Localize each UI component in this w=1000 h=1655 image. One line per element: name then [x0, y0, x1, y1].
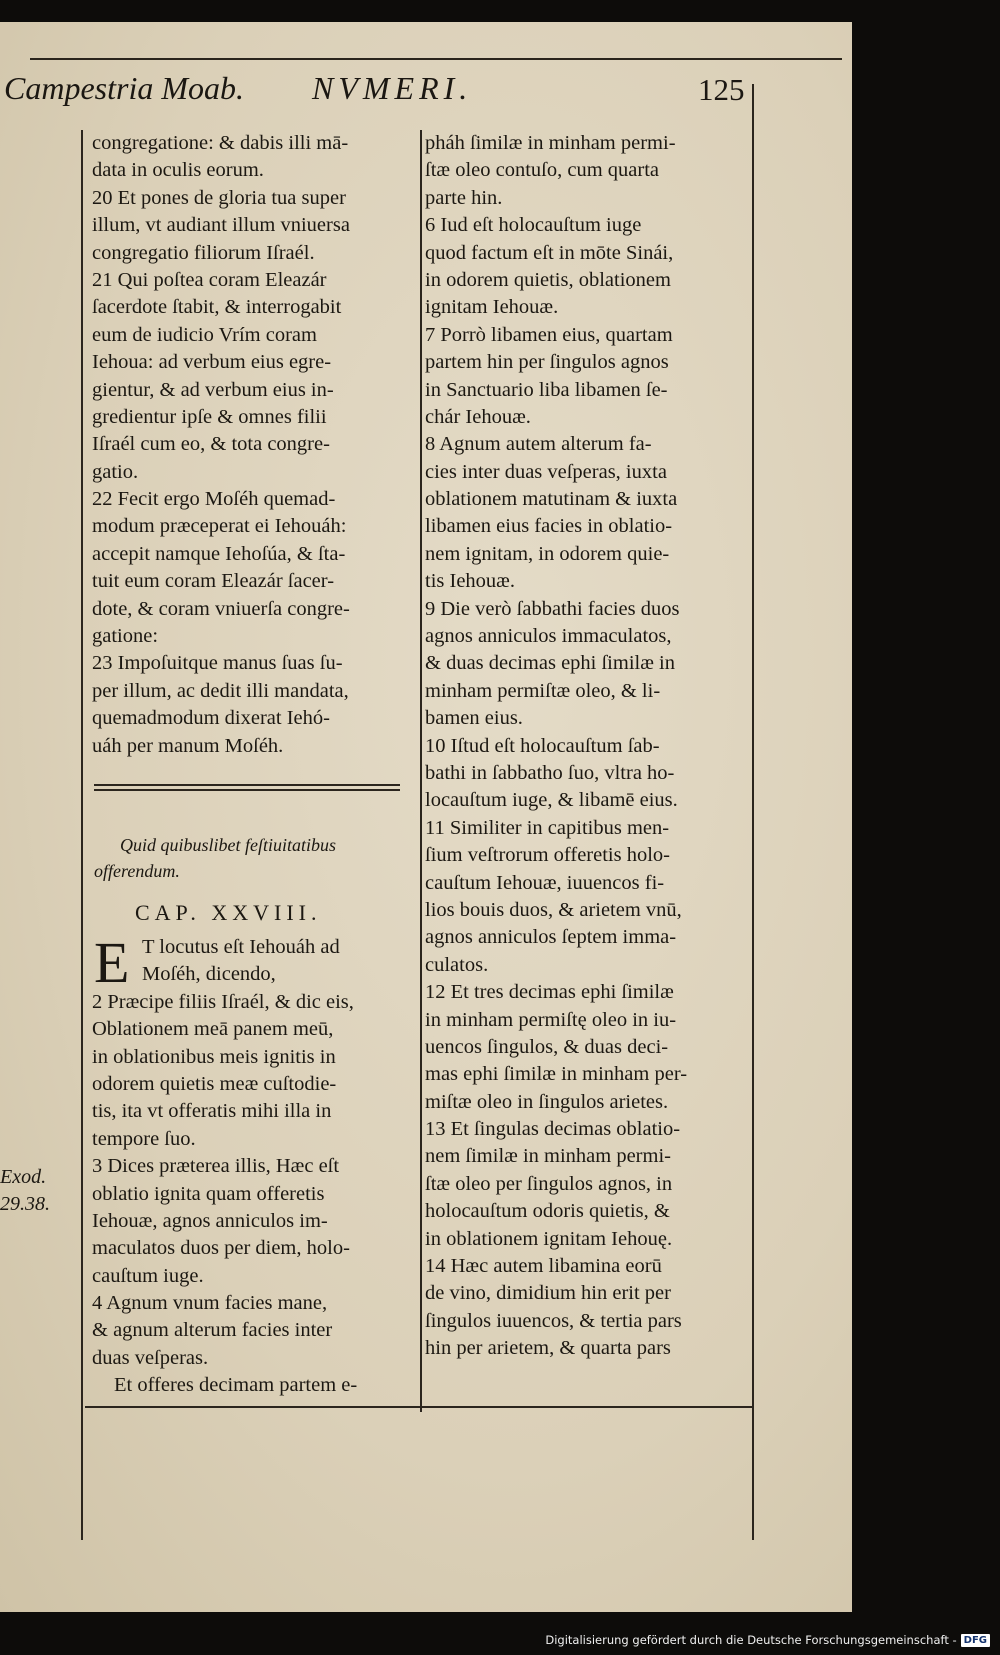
middle-column-rule — [420, 130, 422, 1412]
text-line: cauſtum Iehouæ, iuuencos fi- — [425, 871, 665, 894]
text-line: maculatos duos per diem, holo- — [92, 1237, 350, 1260]
text-line: in oblationem ignitam Iehouę. — [425, 1227, 673, 1250]
text-line: bamen eius. — [425, 707, 523, 730]
text-line: & agnum alterum facies inter — [92, 1319, 333, 1342]
text-line: minham permiſtæ oleo, & li- — [425, 679, 661, 702]
chapter-title: CAP. XXVIII. — [135, 900, 322, 925]
text-line: congregatione: & dabis illi mā- — [92, 132, 349, 154]
text-line: oblatio ignita quam offeretis — [92, 1182, 325, 1205]
text-line: quod factum eſt in mōte Sinái, — [425, 241, 674, 264]
text-line: illum, vt audiant illum vniuersa — [92, 214, 350, 237]
text-line: eum de iudicio Vrím coram — [92, 323, 317, 346]
text-line: in oblationibus meis ignitis in — [92, 1045, 336, 1068]
text-line: ſacerdote ſtabit, & interrogabit — [92, 296, 342, 319]
running-head-left: Campestria Moab. — [4, 70, 244, 106]
text-line: 22 Fecit ergo Moſéh quemad- — [92, 488, 336, 511]
text-line: mas ephi ſimilæ in minham per- — [425, 1063, 688, 1086]
text-line: congregatio filiorum Iſraél. — [92, 241, 315, 264]
text-line: libamen eius facies in oblatio- — [425, 515, 673, 538]
text-line: quemadmodum dixerat Iehó- — [92, 707, 330, 730]
text-line: Iehoua: ad verbum eius egre- — [92, 351, 332, 374]
text-line: oblationem matutinam & iuxta — [425, 488, 678, 511]
text-line: uencos ſingulos, & duas deci- — [425, 1035, 669, 1058]
text-line: 3 Dices præterea illis, Hæc eſt — [92, 1155, 340, 1178]
chapter-body — [92, 930, 402, 1400]
text-line: odorem quietis meæ cuſtodie- — [92, 1072, 337, 1095]
text-line: de vino, dimidium hin erit per — [425, 1282, 671, 1305]
text-line: tuit eum coram Eleazár ſacer- — [92, 570, 335, 593]
text-line: 21 Qui poſtea coram Eleazár — [92, 268, 327, 291]
text-line: ſingulos iuuencos, & tertia pars — [425, 1309, 682, 1332]
text-line: 7 Porrò libamen eius, quartam — [425, 323, 673, 346]
right-column — [425, 130, 750, 1363]
text-line: uáh per manum Moſéh. — [92, 734, 284, 757]
page-header — [0, 70, 780, 120]
text-line: Moſéh, dicendo, — [142, 963, 276, 986]
text-line: 4 Agnum vnum facies mane, — [92, 1292, 328, 1315]
text-line: in Sanctuario liba libamen ſe- — [425, 378, 668, 401]
section-heading-line: Quid quibuslibet feſtiuitatibus — [120, 835, 336, 855]
text-line: gatio. — [92, 460, 139, 483]
text-line: nem ſimilæ in minham permi- — [425, 1145, 671, 1168]
text-line: culatos. — [425, 953, 489, 976]
text-line: cauſtum iuge. — [92, 1264, 204, 1287]
text-line: gredientur ipſe & omnes filii — [92, 405, 327, 428]
dfg-logo-icon: DFG — [961, 1634, 990, 1647]
text-line: tis Iehouæ. — [425, 570, 515, 593]
text-line: cies inter duas veſperas, iuxta — [425, 460, 667, 483]
book-page — [0, 22, 852, 1612]
text-line: in minham permiſtę oleo in iu- — [425, 1008, 677, 1031]
text-line: duas veſperas. — [92, 1346, 209, 1369]
text-line: dote, & coram vniuerſa congre- — [92, 597, 350, 620]
text-line: ignitam Iehouæ. — [425, 296, 559, 319]
text-line: locauſtum iuge, & libamē eius. — [425, 789, 678, 812]
bottom-rule — [85, 1406, 752, 1408]
text-line: 23 Impoſuitque manus ſuas ſu- — [92, 652, 343, 675]
text-line: Oblationem meā panem meū, — [92, 1018, 334, 1041]
text-line: 8 Agnum autem alterum fa- — [425, 433, 652, 456]
text-line: T locutus eſt Iehouáh ad — [142, 936, 340, 958]
text-line: gientur, & ad verbum eius in- — [92, 378, 334, 401]
text-line: agnos anniculos immaculatos, — [425, 625, 672, 648]
text-line: & duas decimas ephi ſimilæ in — [425, 652, 675, 675]
text-line: Iehouæ, agnos anniculos im- — [92, 1209, 328, 1232]
text-line: 11 Similiter in capitibus men- — [425, 816, 670, 839]
top-rule — [30, 58, 842, 60]
text-line: 12 Et tres decimas ephi ſimilæ — [425, 981, 674, 1004]
text-line: parte hin. — [425, 186, 503, 209]
text-line: ſtæ oleo contuſo, cum quarta — [425, 159, 659, 182]
text-line: Iſraél cum eo, & tota congre- — [92, 433, 330, 456]
section-divider-top — [94, 784, 400, 786]
text-line: partem hin per ſingulos agnos — [425, 351, 669, 374]
text-line: chár Iehouæ. — [425, 405, 531, 428]
text-line: 6 Iud eſt holocauſtum iuge — [425, 214, 642, 237]
text-line: accepit namque Iehoſúa, & ſta- — [92, 542, 346, 565]
page-number: 125 — [698, 72, 745, 107]
text-line: nem ignitam, in odorem quie- — [425, 542, 670, 565]
text-line: 13 Et ſingulas decimas oblatio- — [425, 1118, 681, 1141]
text-line: tempore ſuo. — [92, 1127, 196, 1150]
text-line: in odorem quietis, oblationem — [425, 268, 671, 291]
text-line: 2 Præcipe filiis Iſraél, & dic eis, — [92, 990, 354, 1013]
text-line: 14 Hæc autem libamina eorū — [425, 1255, 662, 1278]
text-line: gatione: — [92, 625, 159, 648]
drop-cap: E — [94, 930, 130, 995]
running-head-title: NVMERI. — [312, 70, 473, 106]
text-line: pháh ſimilæ in minham permi- — [425, 132, 676, 154]
text-line: bathi in ſabbatho ſuo, vltra ho- — [425, 761, 675, 784]
text-line: 9 Die verò ſabbathi facies duos — [425, 597, 680, 620]
margin-note-line: 29.38. — [0, 1193, 50, 1215]
digitization-footer — [545, 1633, 990, 1647]
text-line: data in oculis eorum. — [92, 159, 264, 182]
text-line: modum præceperat ei Iehouáh: — [92, 515, 347, 538]
text-line: per illum, ac dedit illi mandata, — [92, 679, 349, 702]
text-line: ſtæ oleo per ſingulos agnos, in — [425, 1172, 673, 1195]
text-line: agnos anniculos ſeptem imma- — [425, 926, 677, 949]
left-column-rule — [81, 130, 83, 1540]
margin-note — [0, 1164, 50, 1218]
text-line: lios bouis duos, & arietem vnū, — [425, 898, 682, 921]
text-line: miſtæ oleo in ſingulos arietes. — [425, 1090, 669, 1113]
left-column — [92, 130, 402, 760]
text-line: Et offeres decimam partem e- — [114, 1374, 358, 1397]
text-line: 10 Iſtud eſt holocauſtum ſab- — [425, 734, 660, 757]
text-line: ſium veſtrorum offeretis holo- — [425, 844, 670, 867]
section-heading-line: offerendum. — [94, 861, 180, 881]
text-line: 20 Et pones de gloria tua super — [92, 186, 346, 209]
text-line: hin per arietem, & quarta pars — [425, 1337, 671, 1360]
outer-column-rule — [752, 84, 754, 1540]
section-divider-bottom — [94, 789, 400, 791]
text-line: holocauſtum odoris quietis, & — [425, 1200, 670, 1223]
footer-credit: Digitalisierung gefördert durch die Deutsche Forschungsgemeinschaft - — [545, 1633, 957, 1647]
margin-note-line: Exod. — [0, 1166, 47, 1188]
text-line: tis, ita vt offeratis mihi illa in — [92, 1100, 332, 1123]
